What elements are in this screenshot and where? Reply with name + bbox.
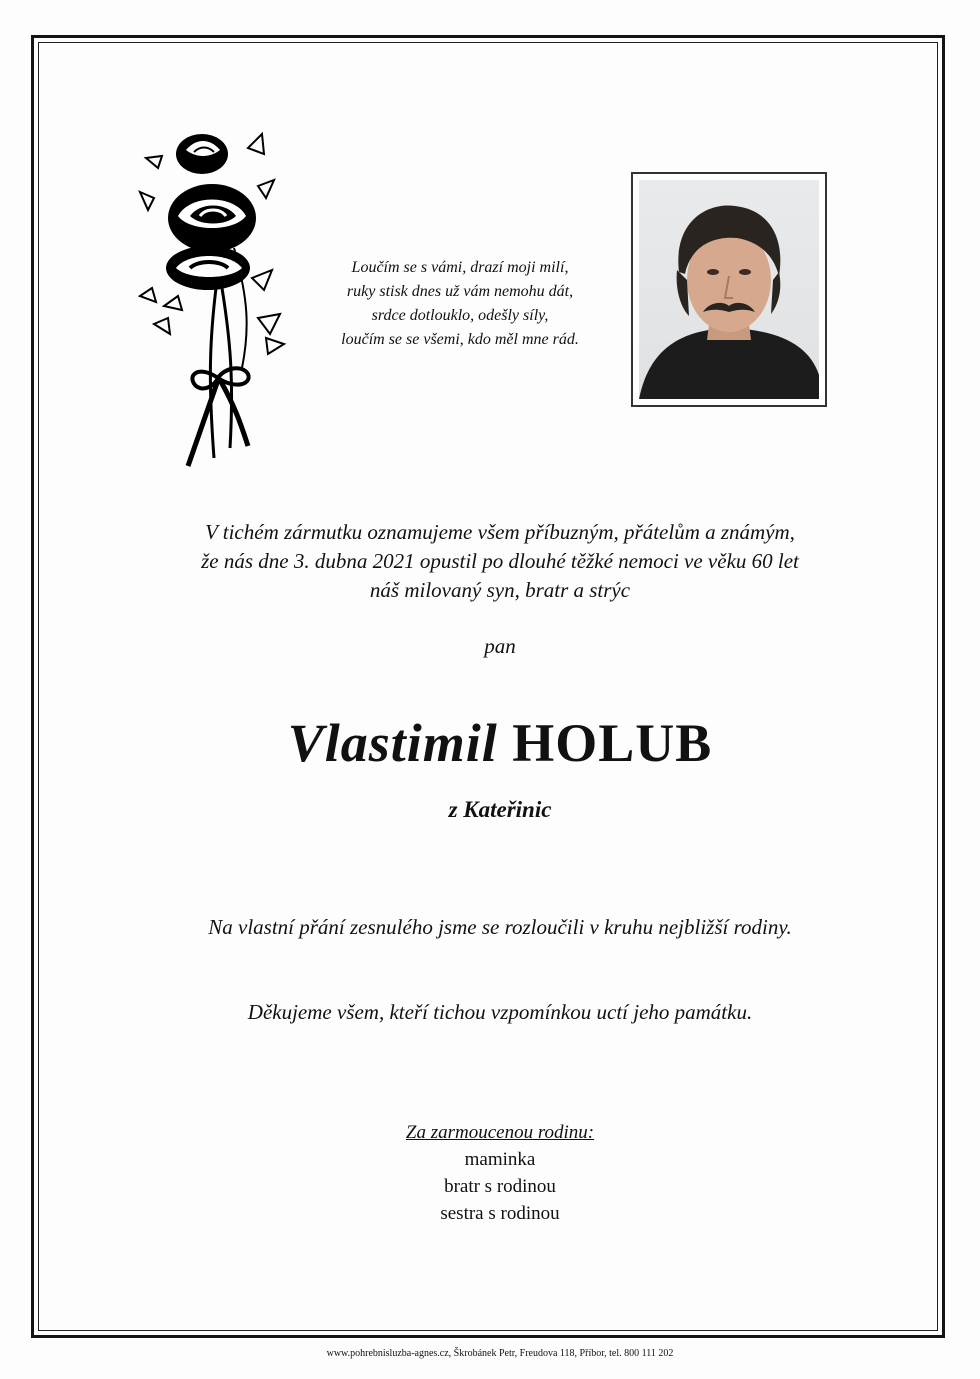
farewell-poem	[300, 256, 620, 352]
poem-line: loučím se se všemi, kdo měl mne rád.	[341, 331, 579, 348]
poem-line: ruky stisk dnes už vám nemohu dát,	[346, 283, 574, 300]
rose-icon	[138, 128, 288, 478]
origin: z Kateřinic	[448, 797, 552, 822]
portrait-image	[639, 180, 819, 399]
family-heading: Za zarmoucenou rodinu:	[405, 1122, 595, 1143]
announcement	[100, 518, 900, 605]
first-name: Vlastimil	[287, 713, 498, 773]
announcement-line: že nás dne 3. dubna 2021 opustil po dlouhé těžké nemoci ve věku 60 let	[201, 549, 799, 573]
announcement-line: V tichém zármutku oznamujeme všem příbuzným, přátelům a známým,	[205, 520, 795, 544]
poem-line: Loučím se s vámi, drazí moji milí,	[351, 259, 569, 276]
deceased-name	[100, 712, 900, 774]
family-member: sestra s rodinou	[440, 1203, 560, 1224]
portrait-frame	[631, 172, 827, 407]
footer-contact: www.pohrebnisluzba-agnes.cz, Škrobánek Petr, Freudova 118, Příbor, tel. 800 111 202	[326, 1348, 674, 1359]
portrait-photo	[639, 180, 819, 399]
thanks-text: Děkujeme všem, kteří tichou vzpomínkou uctí jeho památku.	[247, 1000, 753, 1024]
salutation: pan	[484, 634, 516, 658]
last-name: HOLUB	[512, 713, 713, 773]
family-member: bratr s rodinou	[444, 1176, 556, 1197]
announcement-line: náš milovaný syn, bratr a strýc	[369, 578, 631, 602]
poem-line: srdce dotlouklo, odešly síly,	[371, 307, 549, 324]
family-block	[290, 1119, 710, 1227]
family-member: maminka	[464, 1149, 536, 1170]
wish-text: Na vlastní přání zesnulého jsme se rozloučili v kruhu nejbližší rodiny.	[208, 915, 792, 939]
